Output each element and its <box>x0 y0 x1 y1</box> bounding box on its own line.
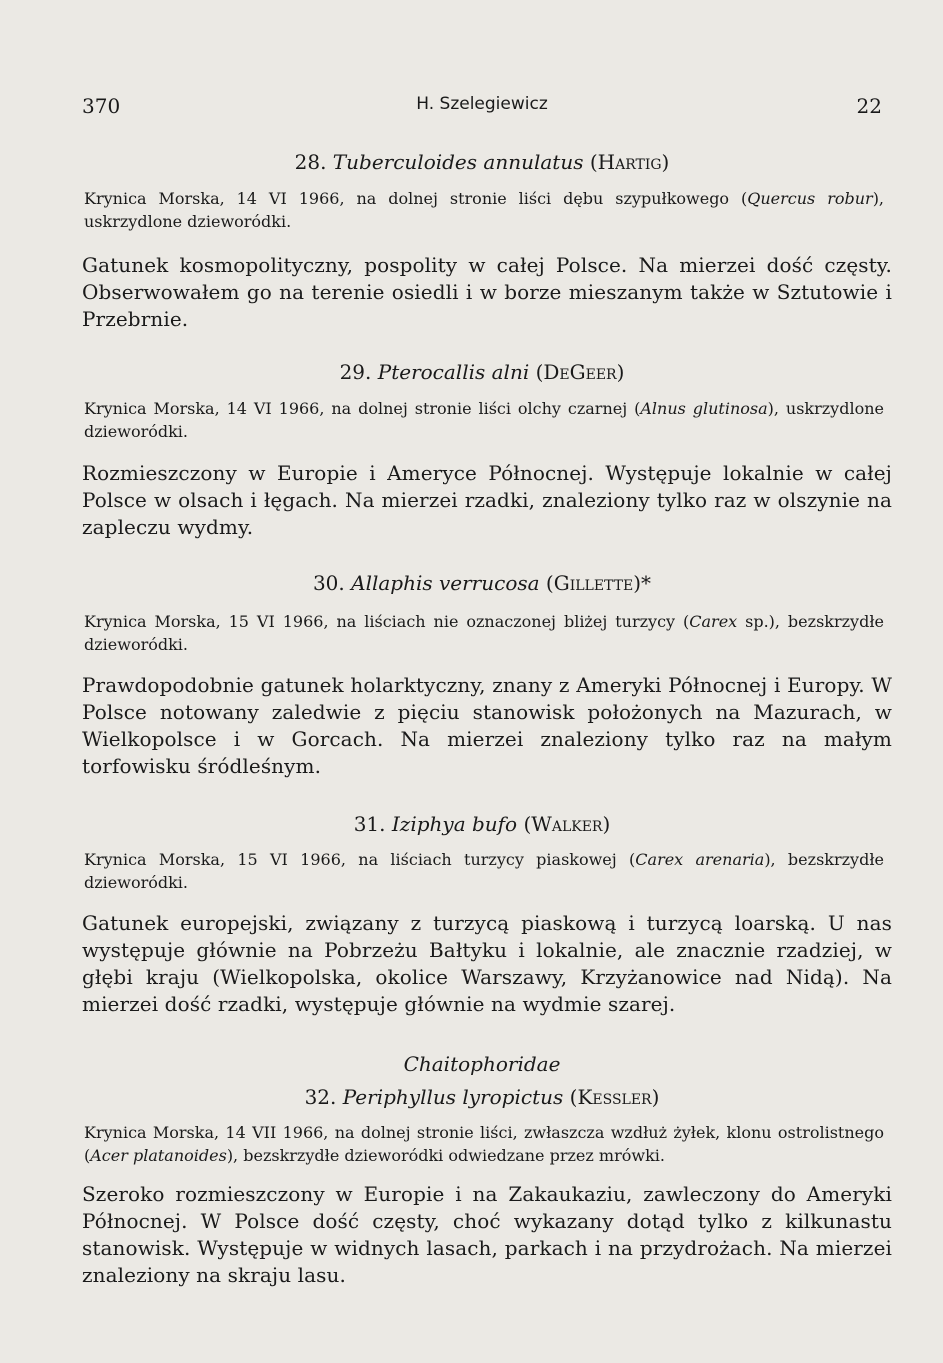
species-heading-31: 31. Iziphya bufo (Walker) <box>353 812 611 836</box>
species-description-31: Gatunek europejski, związany z turzycą piaskową i turzycą loarską. U nas występuje głównie na Pobrzeżu Bałtyku i lokalnie, ale znacznie rzadziej, w głębi kraju (Wielkopolska, okolice Warszawy, Krzyżanowice nad Nidą). Na mierzei dość rzadki, występuje głównie na wydmie szarej. <box>82 911 892 1016</box>
species-name: Allaphis verrucosa <box>351 571 540 595</box>
species-description-28: Gatunek kosmopolityczny, pospolity w całej Polsce. Na mierzei dość częsty. Obserwowałem go na terenie osiedli i w borze mieszanym także w Sztutowie i Przebrnie. <box>82 253 892 331</box>
species-heading-29: 29. Pterocallis alni (DeGeer) <box>339 360 625 384</box>
species-author: Hartig <box>597 150 662 174</box>
species-heading-32: 32. Periphyllus lyropictus (Kessler) <box>304 1085 660 1109</box>
chapter-number: 22 <box>856 94 882 118</box>
collection-record-32: Krynica Morska, 14 VII 1966, na dolnej stronie liści, zwłaszcza wzdłuż żyłek, klonu ostrolistnego (Acer platanoides), bezskrzydłe dzieworódki odwiedzane przez mrówki. <box>84 1123 884 1165</box>
species-number: 31. <box>353 812 386 836</box>
species-description-32: Szeroko rozmieszczony w Europie i na Zakaukaziu, zawleczony do Ameryki Północnej. W Polsce dość częsty, choć wykazany dotąd tylko z kilkunastu stanowisk. Występuje w widnych lasach, parkach i na przydrożach. Na mierzei znaleziony na skraju lasu. <box>82 1182 892 1287</box>
species-number: 28. <box>294 150 327 174</box>
species-name: Pterocallis alni <box>377 360 530 384</box>
species-number: 32. <box>304 1085 337 1109</box>
species-description-29: Rozmieszczony w Europie i Ameryce Północnej. Występuje lokalnie w całej Polsce w olsach i łęgach. Na mierzei rzadki, znaleziony tylko raz w olszynie na zapleczu wydmy. <box>82 461 892 539</box>
species-number: 29. <box>339 360 372 384</box>
species-heading-28: 28. Tuberculoides annulatus (Hartig) <box>294 150 670 174</box>
species-heading-30: 30. Allaphis verrucosa (Gillette)* <box>312 571 652 595</box>
collection-record-30: Krynica Morska, 15 VI 1966, na liściach nie oznaczonej bliżej turzycy (Carex sp.), bezskrzydłe dzieworódki. <box>84 612 884 654</box>
species-name: Iziphya bufo <box>391 812 518 836</box>
species-author: Walker <box>531 812 603 836</box>
collection-record-29: Krynica Morska, 14 VI 1966, na dolnej stronie liści olchy czarnej (Alnus glutinosa), uskrzydlone dzieworódki. <box>84 399 884 441</box>
species-author: DeGeer <box>543 360 617 384</box>
page-number-left: 370 <box>82 94 121 118</box>
footnote-marker: * <box>641 571 652 595</box>
species-number: 30. <box>312 571 345 595</box>
collection-record-31: Krynica Morska, 15 VI 1966, na liściach turzycy piaskowej (Carex arenaria), bezskrzydłe dzieworódki. <box>84 850 884 892</box>
species-name: Periphyllus lyropictus <box>342 1085 564 1109</box>
collection-record-28: Krynica Morska, 14 VI 1966, na dolnej stronie liści dębu szypułkowego (Quercus robur), uskrzydlone dzieworódki. <box>84 189 885 231</box>
running-header <box>82 94 882 124</box>
species-description-30: Prawdopodobnie gatunek holarktyczny, znany z Ameryki Północnej i Europy. W Polsce notowany zaledwie z pięciu stanowisk położonych na Mazurach, w Wielkopolsce i w Gorcach. Na mierzei znaleziony tylko raz na małym torfowisku śródleśnym. <box>82 673 892 778</box>
species-name: Tuberculoides annulatus <box>332 150 584 174</box>
species-author: Gillette <box>553 571 634 595</box>
family-heading: Chaitophoridae <box>403 1052 561 1076</box>
running-author: H. Szelegiewicz <box>416 94 548 114</box>
species-author: Kessler <box>577 1085 652 1109</box>
